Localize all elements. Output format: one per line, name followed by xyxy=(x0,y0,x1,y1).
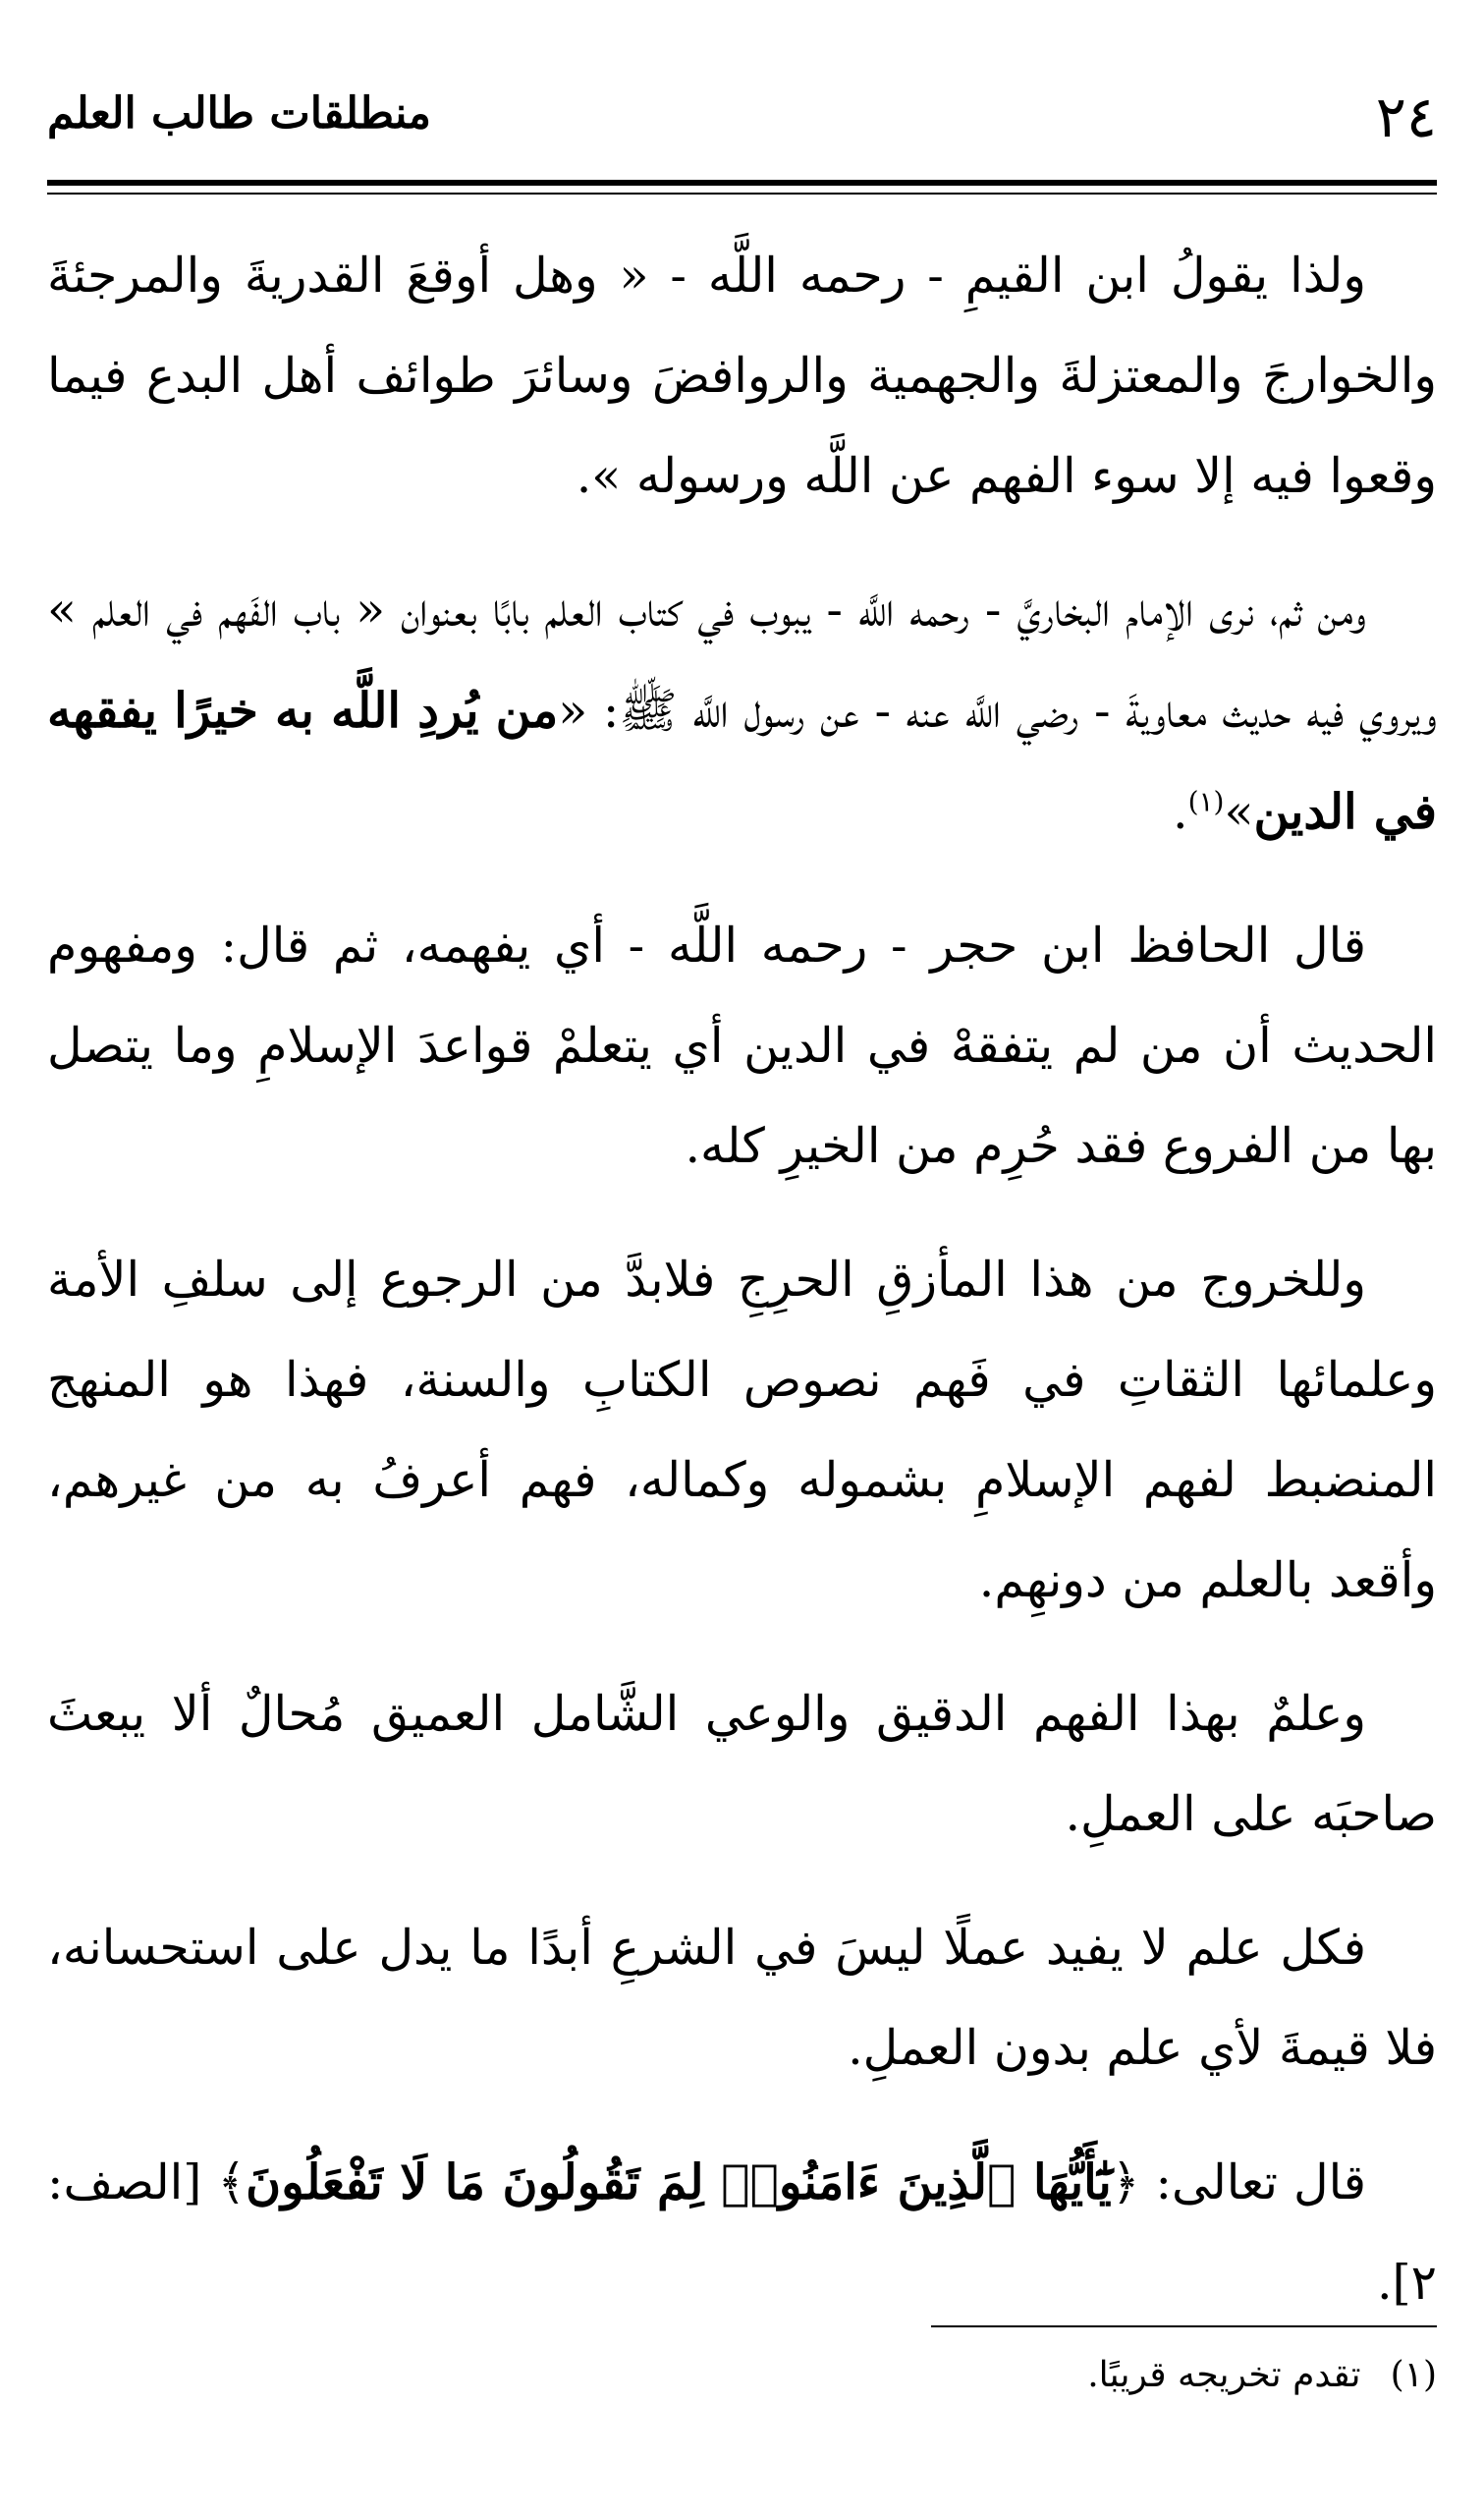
header-rule-thick xyxy=(47,180,1437,186)
header-rule-thin xyxy=(47,193,1437,195)
footnote-text: تقدم تخريجه قريبًا. xyxy=(1087,2355,1361,2395)
footnote xyxy=(47,2348,1437,2403)
paragraph-useless-knowledge: فكل علم لا يفيد عملًا ليسَ في الشرعِ أبدًا ما يدل على استحسانه، فلا قيمةَ لأي علم بدون العملِ. xyxy=(47,1920,1437,2076)
paragraph-ibn-alqayyim: ولذا يقولُ ابن القيمِ - رحمه اللَّه - « وهل أوقعَ القدريةَ والمرجئةَ والخوارجَ والمعتزلةَ والجهمية والروافضَ وسائرَ طوائف أهل البدع فيما وقعوا فيه إلا سوء الفهم عن اللَّه ورسوله ». xyxy=(47,248,1437,504)
paragraph-end-dot: . xyxy=(1172,784,1188,840)
footnote-number: (١) xyxy=(1390,2355,1437,2395)
footnote-reference: (١) xyxy=(1187,785,1225,818)
paragraph-bukhari xyxy=(47,560,1437,863)
paragraph-bukhari-text: ومن ثم، نرى الإمام البخاريَّ - رحمه اللَّه - يبوب في كتاب العلم بابًا بعنوان « باب الفَهم في العلم » ويروي فيه حديث معاويةَ - رضي اللَّه عنه - عن رسول اللَّه ﷺ: « xyxy=(47,582,1437,739)
paragraph-knowledge-action: وعلمٌ بهذا الفهم الدقيق والوعي الشَّامل العميق مُحالٌ ألا يبعثَ صاحبَه على العملِ. xyxy=(47,1686,1437,1842)
footnote-separator xyxy=(931,2325,1437,2327)
verse-citation: ﴾ [الصف: ٢]. xyxy=(47,2154,1437,2311)
page-number: ٢٤ xyxy=(1375,84,1437,150)
main-text xyxy=(47,226,1437,2367)
paragraph-ibn-hajar: قال الحافظ ابن حجر - رحمه اللَّه - أي يفهمه، ثم قال: ومفهوم الحديث أن من لم يتفقهْ في الدين أي يتعلمْ قواعدَ الإسلامِ وما يتصل بها من الفروع فقد حُرِم من الخيرِ كله. xyxy=(47,918,1437,1174)
paragraph-salaf: وللخروج من هذا المأزقِ الحرِجِ فلابدَّ من الرجوع إلى سلفِ الأمة وعلمائها الثقاتِ في فَهم نصوص الكتابِ والسنة، فهذا هو المنهج المنضبط لفهم الإسلامِ بشموله وكماله، فهم أعرفُ به من غيرهم، وأقعد بالعلم من دونهِم. xyxy=(47,1252,1437,1608)
verse-intro: قال تعالى: ﴿ xyxy=(1111,2154,1367,2210)
hadith-close-quote: » xyxy=(1224,784,1254,840)
running-title: منطلقات طالب العلم xyxy=(47,88,431,139)
quran-verse: يَٰٓأَيُّهَا ٱلَّذِينَ ءَامَنُوا۟ لِمَ تَقُولُونَ مَا لَا تَفْعَلُونَ xyxy=(246,2153,1112,2210)
paragraph-quran-verse xyxy=(47,2132,1437,2333)
hadith-quote: من يُردِ اللَّه به خيرًا يفقهه في الدين xyxy=(47,682,1437,840)
page-header xyxy=(47,77,1437,165)
